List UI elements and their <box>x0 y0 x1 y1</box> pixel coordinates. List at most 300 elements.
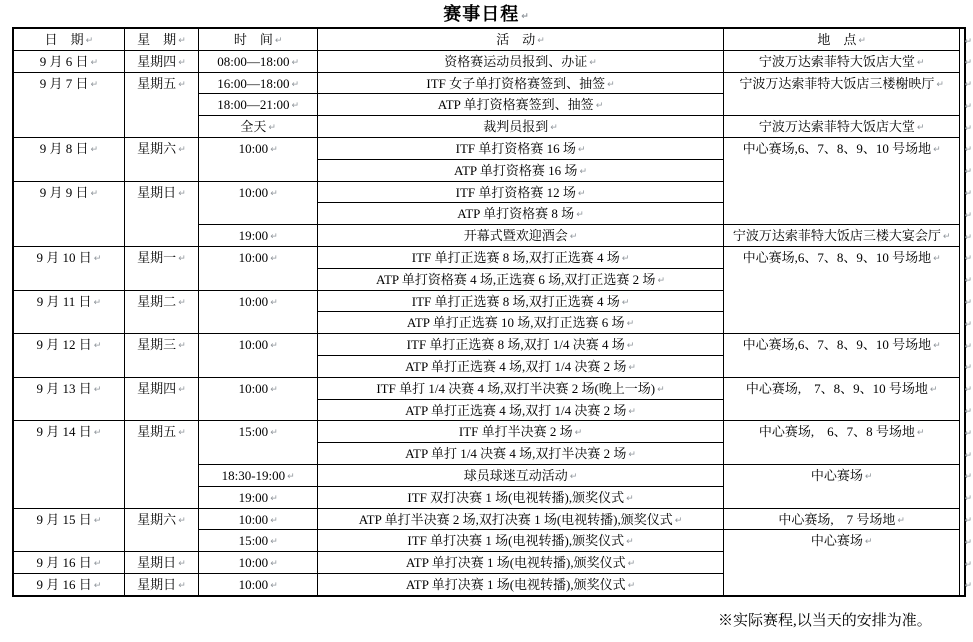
paragraph-mark-icon: ↵ <box>964 210 972 221</box>
cell-text: ITF 单打正选赛 8 场,双打正选赛 4 场 <box>411 249 620 265</box>
cell-week <box>124 508 198 552</box>
paragraph-mark-icon: ↵ <box>964 363 972 374</box>
row-end-mark <box>960 94 973 116</box>
cell-text: 中心赛场,6、7、8、9、10 号场地 <box>742 249 932 265</box>
paragraph-mark-icon: ↵ <box>270 341 278 352</box>
row-end-mark <box>960 530 973 552</box>
cell-text: 裁判员报到 <box>483 119 549 135</box>
cell-text: 中心赛场 <box>810 467 863 483</box>
cell-text: 9 月 7 日 <box>39 75 89 91</box>
cell-text: 星期三 <box>137 337 177 353</box>
paragraph-mark-icon: ↵ <box>270 515 278 526</box>
cell-text: 星期二 <box>137 293 177 309</box>
row-end-mark <box>960 334 973 356</box>
header-label: 活 动 <box>496 32 536 47</box>
paragraph-mark-icon: ↵ <box>964 494 972 505</box>
cell-text: 15:00 <box>238 533 269 549</box>
table-row <box>14 508 973 530</box>
cell-activity <box>318 443 724 465</box>
cell-text: 10:00 <box>238 380 269 396</box>
cell-location <box>723 508 960 530</box>
paragraph-mark-icon: ↵ <box>178 559 186 570</box>
cell-text: 10:00 <box>238 337 269 353</box>
cell-location <box>723 137 960 224</box>
cell-date <box>14 137 125 181</box>
cell-text: 中心赛场, 7、8、9、10 号场地 <box>745 380 928 396</box>
cell-text: 宁波万达索菲特大饭店三楼榭映厅 <box>739 75 935 91</box>
cell-location <box>723 72 960 116</box>
cell-date <box>14 50 125 72</box>
cell-text: 08:00—18:00 <box>217 53 290 69</box>
cell-text: 10:00 <box>238 293 269 309</box>
paragraph-mark-icon: ↵ <box>576 210 584 221</box>
cell-activity <box>318 312 724 334</box>
paragraph-mark-icon: ↵ <box>287 471 295 482</box>
paragraph-mark-icon: ↵ <box>964 123 972 134</box>
paragraph-mark-icon: ↵ <box>626 493 634 504</box>
paragraph-mark-icon: ↵ <box>964 581 972 592</box>
cell-time <box>199 72 318 94</box>
paragraph-mark-icon: ↵ <box>178 297 186 308</box>
cell-activity <box>318 464 724 486</box>
paragraph-mark-icon: ↵ <box>626 341 635 352</box>
paragraph-mark-icon: ↵ <box>93 559 102 570</box>
cell-week <box>124 181 198 246</box>
cell-time <box>199 334 318 378</box>
row-end-mark <box>960 399 973 421</box>
row-end-mark <box>960 312 973 334</box>
paragraph-mark-icon: ↵ <box>291 57 300 68</box>
cell-activity <box>318 94 724 116</box>
row-end-mark <box>960 203 973 225</box>
cell-text: ATP 单打资格赛 16 场 <box>454 162 578 178</box>
cell-text: 星期日 <box>137 555 177 571</box>
cell-text: 9 月 14 日 <box>36 424 92 440</box>
cell-time <box>199 225 318 247</box>
paragraph-mark-icon: ↵ <box>916 428 925 439</box>
footnote: ※实际赛程,以当天的安排为准。 <box>718 613 932 629</box>
row-end-mark <box>960 421 973 443</box>
paragraph-mark-icon: ↵ <box>916 57 925 68</box>
row-end-mark <box>960 225 973 247</box>
row-end-mark <box>960 443 973 465</box>
paragraph-mark-icon: ↵ <box>270 559 278 570</box>
cell-activity <box>318 181 724 203</box>
cell-location <box>723 116 960 138</box>
cell-week <box>124 334 198 378</box>
paragraph-mark-icon: ↵ <box>964 80 972 91</box>
paragraph-mark-icon: ↵ <box>626 537 634 548</box>
cell-text: ATP 单打资格赛 8 场 <box>457 206 575 222</box>
cell-text: 宁波万达索菲特大饭店三楼大宴会厅 <box>732 228 941 244</box>
paragraph-mark-icon: ↵ <box>964 101 972 112</box>
paragraph-mark-icon: ↵ <box>90 79 99 90</box>
cell-text: ITF 单打 1/4 决赛 4 场,双打半决赛 2 场(晚上一场) <box>376 380 656 396</box>
cell-activity <box>318 377 724 399</box>
paragraph-mark-icon: ↵ <box>657 384 665 395</box>
cell-location <box>723 334 960 378</box>
paragraph-mark-icon: ↵ <box>674 515 683 526</box>
row-end-mark <box>960 181 973 203</box>
paragraph-mark-icon: ↵ <box>574 428 583 439</box>
cell-activity <box>318 399 724 421</box>
paragraph-mark-icon: ↵ <box>178 188 186 199</box>
cell-time <box>199 508 318 530</box>
paragraph-mark-icon: ↵ <box>268 123 276 134</box>
cell-date <box>14 246 125 290</box>
cell-text: ATP 单打资格赛签到、抽签 <box>437 97 594 113</box>
cell-date <box>14 552 125 574</box>
cell-text: 星期日 <box>137 576 177 592</box>
cell-week <box>124 552 198 574</box>
cell-time <box>199 486 318 508</box>
row-end-mark <box>960 72 973 94</box>
paragraph-mark-icon: ↵ <box>621 297 630 308</box>
paragraph-mark-icon: ↵ <box>93 384 102 395</box>
paragraph-mark-icon: ↵ <box>964 428 972 439</box>
cell-activity <box>318 225 724 247</box>
cell-text: 星期四 <box>137 53 177 69</box>
cell-text: 星期六 <box>137 140 177 156</box>
paragraph-mark-icon: ↵ <box>964 407 972 418</box>
paragraph-mark-icon: ↵ <box>178 384 186 395</box>
cell-text: 18:30-19:00 <box>221 467 286 483</box>
row-end-mark <box>960 116 973 138</box>
row-end-mark <box>960 552 973 574</box>
cell-text: ATP 单打决赛 1 场(电视转播),颁奖仪式 <box>405 576 626 592</box>
row-end-mark <box>960 268 973 290</box>
paragraph-mark-icon: ↵ <box>577 188 586 199</box>
page-title-row <box>0 3 973 28</box>
cell-week <box>124 50 198 72</box>
cell-text: 9 月 9 日 <box>39 184 89 200</box>
paragraph-mark-icon: ↵ <box>628 450 636 461</box>
paragraph-mark-icon: ↵ <box>916 123 925 134</box>
paragraph-mark-icon: ↵ <box>964 58 972 69</box>
cell-date <box>14 72 125 137</box>
cell-activity <box>318 137 724 159</box>
paragraph-mark-icon: ↵ <box>93 580 102 591</box>
cell-date <box>14 377 125 421</box>
cell-date <box>14 334 125 378</box>
cell-text: 10:00 <box>238 184 269 200</box>
paragraph-mark-icon: ↵ <box>178 144 186 155</box>
cell-text: 16:00—18:00 <box>217 75 290 91</box>
paragraph-mark-icon: ↵ <box>964 276 972 287</box>
paragraph-mark-icon: ↵ <box>964 385 972 396</box>
paragraph-mark-icon: ↵ <box>291 101 300 112</box>
paragraph-mark-icon: ↵ <box>270 384 278 395</box>
paragraph-mark-icon: ↵ <box>964 450 972 461</box>
header-cell-activity <box>318 29 724 51</box>
cell-time <box>199 421 318 465</box>
paragraph-mark-icon: ↵ <box>90 188 99 199</box>
paragraph-mark-icon: ↵ <box>93 297 102 308</box>
cell-date <box>14 508 125 552</box>
cell-text: 中心赛场, 7 号场地 <box>778 511 896 527</box>
cell-text: 资格赛运动员报到、办证 <box>444 53 588 69</box>
header-label: 地 点 <box>817 32 857 47</box>
paragraph-mark-icon: ↵ <box>933 144 941 155</box>
cell-activity <box>318 421 724 443</box>
paragraph-mark-icon: ↵ <box>964 516 972 527</box>
paragraph-mark-icon: ↵ <box>657 275 665 286</box>
paragraph-mark-icon: ↵ <box>897 515 905 526</box>
paragraph-mark-icon: ↵ <box>569 232 578 243</box>
table-row <box>14 377 973 399</box>
page-title: 赛事日程 <box>443 4 520 24</box>
cell-activity <box>318 159 724 181</box>
row-end-mark <box>960 355 973 377</box>
paragraph-mark-icon: ↵ <box>178 341 186 352</box>
cell-text: 9 月 10 日 <box>36 249 92 265</box>
table-header <box>14 29 973 51</box>
cell-week <box>124 573 198 595</box>
row-end-mark <box>960 486 973 508</box>
paragraph-mark-icon: ↵ <box>964 319 972 330</box>
paragraph-mark-icon: ↵ <box>274 36 283 46</box>
paragraph-mark-icon: ↵ <box>270 188 278 199</box>
cell-text: 9 月 12 日 <box>36 337 92 353</box>
paragraph-mark-icon: ↵ <box>607 79 615 90</box>
cell-time <box>199 464 318 486</box>
header-row <box>14 29 973 51</box>
paragraph-mark-icon: ↵ <box>270 144 278 155</box>
cell-text: 10:00 <box>238 140 269 156</box>
cell-text: 开幕式暨欢迎酒会 <box>463 228 568 244</box>
cell-text: ITF 女子单打资格赛签到、抽签 <box>426 75 606 91</box>
paragraph-mark-icon: ↵ <box>864 471 873 482</box>
cell-text: 15:00 <box>238 424 269 440</box>
cell-text: 中心赛场 <box>810 533 863 549</box>
table-row <box>14 50 973 72</box>
paragraph-mark-icon: ↵ <box>270 580 278 591</box>
cell-text: ITF 单打资格赛 16 场 <box>455 140 576 156</box>
paragraph-mark-icon: ↵ <box>964 254 972 265</box>
cell-text: 10:00 <box>238 511 269 527</box>
paragraph-mark-icon: ↵ <box>628 362 636 373</box>
paragraph-mark-icon: ↵ <box>627 559 636 570</box>
cell-time <box>199 137 318 181</box>
cell-time <box>199 246 318 290</box>
table-body <box>14 50 973 595</box>
paragraph-mark-icon: ↵ <box>537 36 545 46</box>
cell-text: ITF 单打资格赛 12 场 <box>455 184 576 200</box>
cell-time <box>199 552 318 574</box>
cell-text: 9 月 8 日 <box>39 140 89 156</box>
paragraph-mark-icon: ↵ <box>93 428 102 439</box>
cell-text: 9 月 15 日 <box>36 511 92 527</box>
cell-text: 10:00 <box>238 555 269 571</box>
row-end-mark <box>960 50 973 72</box>
cell-location <box>723 50 960 72</box>
paragraph-mark-icon: ↵ <box>621 253 630 264</box>
cell-text: 全天 <box>240 119 267 135</box>
cell-text: ITF 单打半决赛 2 场 <box>458 424 573 440</box>
paragraph-mark-icon: ↵ <box>291 79 300 90</box>
cell-text: 宁波万达索菲特大饭店大堂 <box>758 119 915 135</box>
cell-location <box>723 421 960 465</box>
cell-text: ATP 单打半决赛 2 场,双打决赛 1 场(电视转播),颁奖仪式 <box>358 511 673 527</box>
cell-text: ITF 单打正选赛 8 场,双打 1/4 决赛 4 场 <box>406 337 625 353</box>
cell-activity <box>318 50 724 72</box>
cell-text: 10:00 <box>238 249 269 265</box>
row-end-mark <box>960 246 973 268</box>
cell-text: 星期日 <box>137 184 177 200</box>
cell-text: 星期五 <box>137 75 177 91</box>
row-end-mark <box>960 29 973 51</box>
cell-location <box>723 464 960 508</box>
cell-time <box>199 530 318 552</box>
paragraph-mark-icon: ↵ <box>964 559 972 570</box>
table-row <box>14 334 973 356</box>
header-label: 日 期 <box>44 32 84 47</box>
paragraph-mark-icon: ↵ <box>964 232 972 243</box>
cell-text: 9 月 6 日 <box>39 53 89 69</box>
cell-activity <box>318 72 724 94</box>
cell-activity <box>318 530 724 552</box>
cell-location <box>723 530 960 595</box>
cell-week <box>124 290 198 334</box>
row-end-mark <box>960 290 973 312</box>
table-row <box>14 246 973 268</box>
paragraph-mark-icon: ↵ <box>589 57 597 68</box>
paragraph-mark-icon: ↵ <box>178 253 186 264</box>
paragraph-mark-icon: ↵ <box>178 57 186 68</box>
paragraph-mark-icon: ↵ <box>936 79 944 90</box>
cell-week <box>124 377 198 421</box>
paragraph-mark-icon: ↵ <box>93 515 102 526</box>
row-end-mark <box>960 137 973 159</box>
table-row <box>14 137 973 159</box>
header-cell-week <box>124 29 198 51</box>
paragraph-mark-icon: ↵ <box>942 232 951 243</box>
cell-week <box>124 421 198 508</box>
cell-time <box>199 573 318 595</box>
cell-activity <box>318 552 724 574</box>
cell-activity <box>318 508 724 530</box>
cell-activity <box>318 203 724 225</box>
paragraph-mark-icon: ↵ <box>569 471 578 482</box>
cell-activity <box>318 486 724 508</box>
paragraph-mark-icon: ↵ <box>579 166 587 177</box>
paragraph-mark-icon: ↵ <box>90 144 99 155</box>
cell-week <box>124 72 198 137</box>
paragraph-mark-icon: ↵ <box>964 341 972 352</box>
cell-text: ATP 单打正选赛 10 场,双打正选赛 6 场 <box>406 315 625 331</box>
cell-date <box>14 421 125 508</box>
cell-text: ATP 单打正选赛 4 场,双打 1/4 决赛 2 场 <box>405 358 627 374</box>
paragraph-mark-icon: ↵ <box>270 428 278 439</box>
cell-text: ATP 单打 1/4 决赛 4 场,双打半决赛 2 场 <box>405 446 627 462</box>
paragraph-mark-icon: ↵ <box>178 580 186 591</box>
cell-activity <box>318 573 724 595</box>
cell-text: 19:00 <box>238 228 269 244</box>
paragraph-mark-icon: ↵ <box>178 428 186 439</box>
cell-text: ITF 单打决赛 1 场(电视转播),颁奖仪式 <box>407 533 625 549</box>
paragraph-mark-icon: ↵ <box>964 167 972 178</box>
cell-text: ATP 单打资格赛 4 场,正选赛 6 场,双打正选赛 2 场 <box>376 271 656 287</box>
cell-date <box>14 290 125 334</box>
cell-activity <box>318 355 724 377</box>
paragraph-mark-icon: ↵ <box>964 189 972 200</box>
row-end-mark <box>960 508 973 530</box>
cell-text: ITF 单打正选赛 8 场,双打正选赛 4 场 <box>411 293 620 309</box>
cell-text: 中心赛场, 6、7、8 号场地 <box>758 424 915 440</box>
cell-date <box>14 573 125 595</box>
cell-text: ITF 双打决赛 1 场(电视转播),颁奖仪式 <box>407 489 625 505</box>
paragraph-mark-icon: ↵ <box>595 101 604 112</box>
cell-week <box>124 137 198 181</box>
paragraph-mark-icon: ↵ <box>93 253 102 264</box>
cell-time <box>199 181 318 225</box>
paragraph-mark-icon: ↵ <box>964 537 972 548</box>
paragraph-mark-icon: ↵ <box>933 341 941 352</box>
cell-activity <box>318 246 724 268</box>
cell-text: 9 月 16 日 <box>36 555 92 571</box>
paragraph-mark-icon: ↵ <box>964 36 972 47</box>
paragraph-mark-icon: ↵ <box>964 298 972 309</box>
cell-text: 9 月 13 日 <box>36 380 92 396</box>
cell-text: 宁波万达索菲特大饭店大堂 <box>758 53 915 69</box>
cell-text: 9 月 16 日 <box>36 576 92 592</box>
paragraph-mark-icon: ↵ <box>178 515 186 526</box>
cell-activity <box>318 290 724 312</box>
cell-activity <box>318 268 724 290</box>
cell-text: 中心赛场,6、7、8、9、10 号场地 <box>742 337 932 353</box>
cell-text: 9 月 11 日 <box>36 293 92 309</box>
paragraph-mark-icon: ↵ <box>521 12 530 22</box>
paragraph-mark-icon: ↵ <box>628 406 636 417</box>
cell-activity <box>318 116 724 138</box>
paragraph-mark-icon: ↵ <box>929 384 938 395</box>
paragraph-mark-icon: ↵ <box>178 79 186 90</box>
paragraph-mark-icon: ↵ <box>964 472 972 483</box>
row-end-mark <box>960 377 973 399</box>
paragraph-mark-icon: ↵ <box>270 537 278 548</box>
header-cell-time <box>199 29 318 51</box>
cell-text: 星期六 <box>137 511 177 527</box>
cell-time <box>199 116 318 138</box>
cell-text: 星期五 <box>137 424 177 440</box>
schedule-table <box>13 28 973 596</box>
paragraph-mark-icon: ↵ <box>577 144 586 155</box>
cell-text: ATP 单打正选赛 4 场,双打 1/4 决赛 2 场 <box>405 402 627 418</box>
cell-location <box>723 246 960 333</box>
row-end-mark <box>960 464 973 486</box>
header-cell-date <box>14 29 125 51</box>
table-row <box>14 72 973 94</box>
cell-date <box>14 181 125 246</box>
paragraph-mark-icon: ↵ <box>270 493 278 504</box>
cell-week <box>124 246 198 290</box>
cell-time <box>199 50 318 72</box>
paragraph-mark-icon: ↵ <box>270 232 278 243</box>
cell-text: 星期四 <box>137 380 177 396</box>
paragraph-mark-icon: ↵ <box>550 123 558 134</box>
paragraph-mark-icon: ↵ <box>627 580 636 591</box>
table-row <box>14 421 973 443</box>
cell-time <box>199 377 318 421</box>
paragraph-mark-icon: ↵ <box>626 319 635 330</box>
cell-text: 18:00—21:00 <box>217 97 290 113</box>
paragraph-mark-icon: ↵ <box>858 36 866 46</box>
row-end-mark <box>960 573 973 595</box>
cell-location <box>723 225 960 247</box>
cell-time <box>199 290 318 334</box>
paragraph-mark-icon: ↵ <box>964 145 972 156</box>
cell-text: 19:00 <box>238 489 269 505</box>
